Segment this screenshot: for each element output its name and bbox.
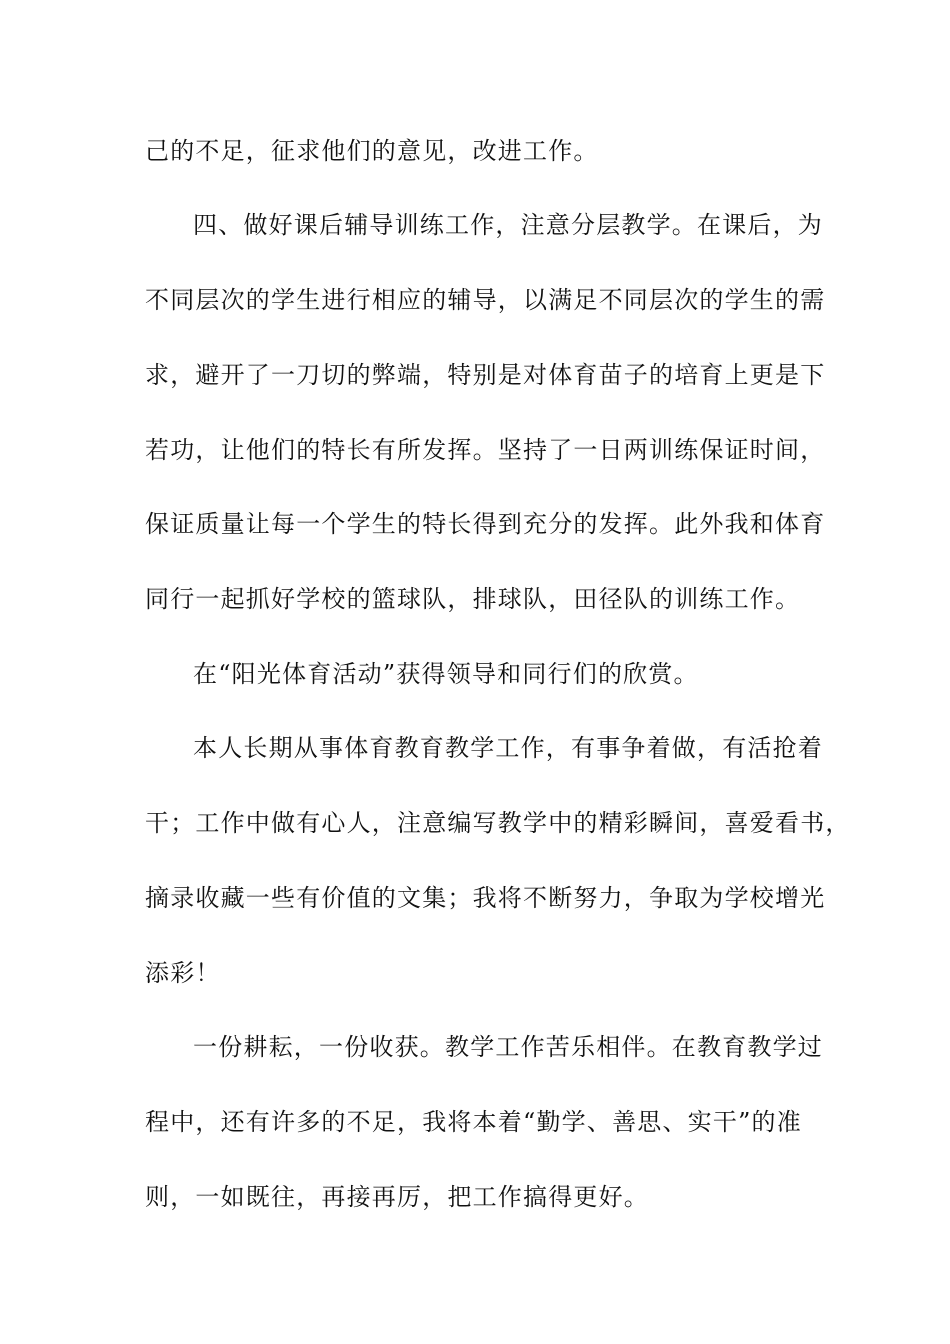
paragraph-start-line: 四、做好课后辅导训练工作，注意分层教学。在课后，为 bbox=[193, 211, 823, 239]
paragraph-start-line: 本人长期从事体育教育教学工作，有事争着做，有活抢着 bbox=[193, 734, 823, 762]
text-line: 保证质量让每一个学生的特长得到充分的发挥。此外我和体育 bbox=[145, 510, 826, 538]
text-line: 则，一如既往，再接再厉，把工作搞得更好。 bbox=[145, 1183, 649, 1211]
text-line: 干；工作中做有心人，注意编写教学中的精彩瞬间，喜爱看书， bbox=[145, 809, 851, 837]
text-line: 摘录收藏一些有价值的文集；我将不断努力，争取为学校增光 bbox=[145, 884, 826, 912]
text-line: 己的不足，征求他们的意见，改进工作。 bbox=[145, 137, 599, 165]
text-line: 不同层次的学生进行相应的辅导，以满足不同层次的学生的需 bbox=[145, 286, 826, 314]
text-line: 若功，让他们的特长有所发挥。坚持了一日两训练保证时间， bbox=[145, 436, 826, 464]
text-line: 求，避开了一刀切的弊端，特别是对体育苗子的培育上更是下 bbox=[145, 361, 826, 389]
text-line: 程中，还有许多的不足，我将本着“勤学、善思、实干”的准 bbox=[145, 1108, 802, 1136]
paragraph-start-line: 在“阳光体育活动”获得领导和同行们的欣赏。 bbox=[193, 660, 699, 688]
text-line: 添彩！ bbox=[145, 959, 221, 987]
paragraph-start-line: 一份耕耘，一份收获。教学工作苦乐相伴。在教育教学过 bbox=[193, 1033, 823, 1061]
text-line: 同行一起抓好学校的篮球队，排球队，田径队的训练工作。 bbox=[145, 585, 801, 613]
